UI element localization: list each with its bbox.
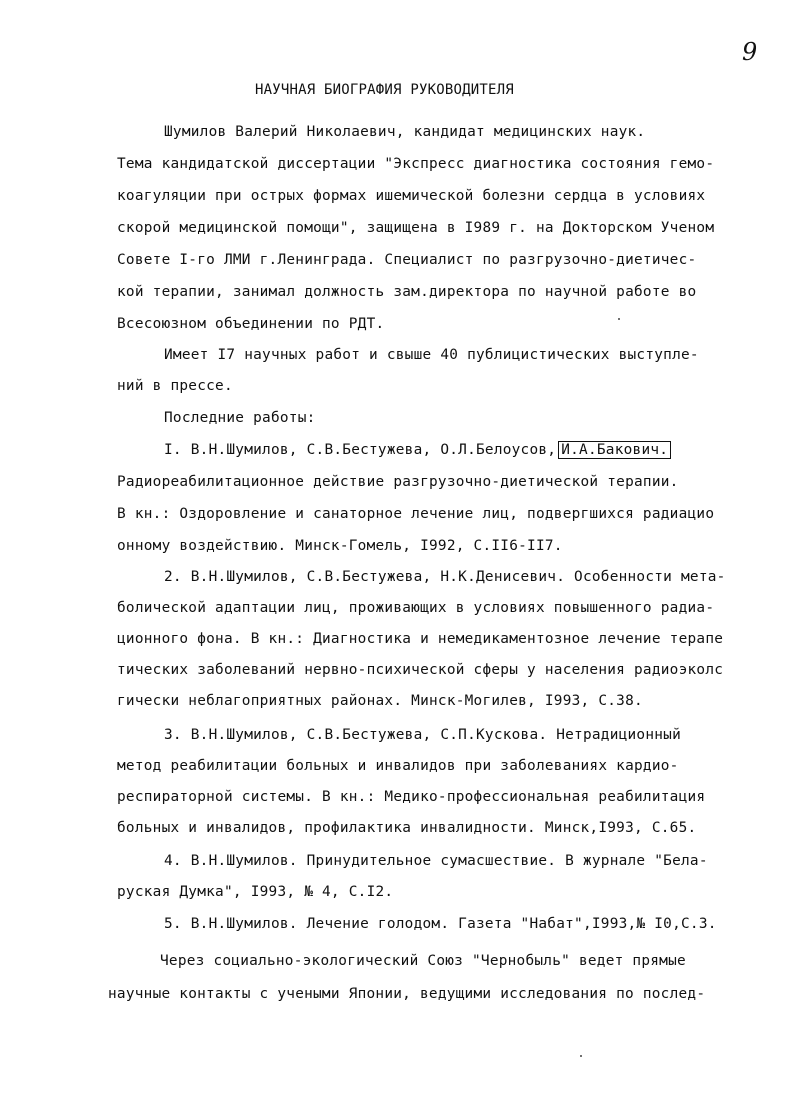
text-line: больных и инвалидов, профилактика инвалидности. Минск,I993, С.65. [117, 820, 697, 836]
text-line: В кн.: Оздоровление и санаторное лечение лиц, подвергшихся радиацио [117, 506, 715, 522]
text-line: гически неблагоприятных районах. Минск-Могилев, I993, С.38. [117, 693, 643, 709]
reference-authors: I. В.Н.Шумилов, С.В.Бестужева, О.Л.Белоусов, [164, 442, 557, 458]
text-line: болической адаптации лиц, проживающих в условиях повышенного радиа- [117, 600, 715, 616]
text-line: 4. В.Н.Шумилов. Принудительное сумасшествие. В журнале "Бела- [164, 853, 708, 869]
text-line: Шумилов Валерий Николаевич, кандидат медицинских наук. [164, 124, 646, 140]
boxed-author-name: И.А.Бакович. [558, 441, 671, 459]
text-line: респираторной системы. В кн.: Медико-профессиональная реабилитация [117, 789, 706, 805]
page-number: 9 [742, 38, 758, 66]
text-line: Имеет I7 научных работ и свыше 40 публицистических выступле- [164, 347, 699, 363]
text-line: онному воздействию. Минск-Гомель, I992, С.II6-II7. [117, 538, 563, 554]
reference-line [164, 441, 671, 459]
text-line: 2. В.Н.Шумилов, С.В.Бестужева, Н.К.Денисевич. Особенности мета- [164, 569, 726, 585]
text-line: скорой медицинской помощи", защищена в I989 г. на Докторском Ученом [117, 220, 715, 236]
text-line: Через социально-экологический Союз "Чернобыль" ведет прямые [160, 953, 686, 969]
text-line: коагуляции при острых формах ишемической болезни сердца в условиях [117, 188, 706, 204]
page-title: НАУЧНАЯ БИОГРАФИЯ РУКОВОДИТЕЛЯ [255, 82, 514, 98]
text-line: ционного фона. В кн.: Диагностика и немедикаментозное лечение терапе [117, 631, 724, 647]
text-line: ний в прессе. [117, 378, 233, 394]
text-line: 3. В.Н.Шумилов, С.В.Бестужева, С.П.Кускова. Нетрадиционный [164, 727, 682, 743]
text-line: научные контакты с учеными Японии, ведущими исследования по послед- [108, 986, 706, 1002]
text-line: 5. В.Н.Шумилов. Лечение голодом. Газета "Набат",I993,№ I0,С.3. [164, 916, 717, 932]
text-line: Совете I-го ЛМИ г.Ленинграда. Специалист по разгрузочно-диетичес- [117, 252, 697, 268]
scan-speck [618, 318, 620, 320]
text-line: Последние работы: [164, 410, 316, 426]
text-line: тических заболеваний нервно-психической сферы у населения радиоэколс [117, 662, 724, 678]
text-line: руская Думка", I993, № 4, С.I2. [117, 884, 394, 900]
text-line: кой терапии, занимал должность зам.директора по научной работе во [117, 284, 697, 300]
scan-speck [580, 1055, 582, 1057]
text-line: метод реабилитации больных и инвалидов при заболеваниях кардио- [117, 758, 679, 774]
text-line: Радиореабилитационное действие разгрузочно-диетической терапии. [117, 474, 679, 490]
text-line: Тема кандидатской диссертации "Экспресс диагностика состояния гемо- [117, 156, 715, 172]
text-line: Всесоюзном объединении по РДТ. [117, 316, 385, 332]
